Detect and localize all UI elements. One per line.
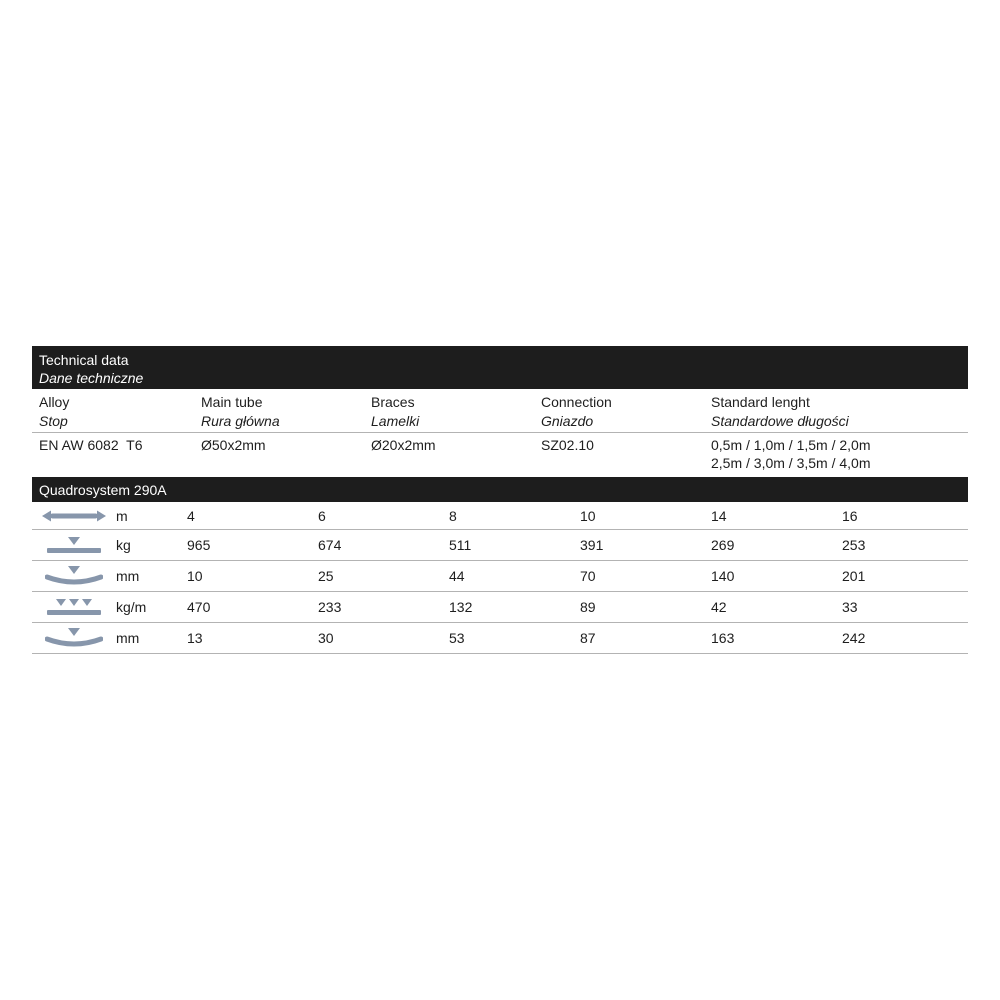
load-row-value: 16	[842, 507, 858, 524]
spec-value-lengths	[711, 436, 968, 477]
load-row-unit: mm	[116, 630, 140, 646]
lengths-line-2: 2,5m / 3,0m / 3,5m / 4,0m	[711, 455, 871, 471]
load-row-value: 511	[449, 537, 472, 553]
load-row-distributed-load	[32, 592, 968, 623]
load-row-span	[32, 502, 968, 530]
technical-data-header	[32, 346, 968, 389]
point-load-icon	[32, 530, 116, 560]
spec-header-pl: Gniazdo	[541, 413, 594, 429]
load-row-unit: m	[116, 507, 128, 524]
spec-header-braces	[371, 393, 541, 432]
distributed-load-deflection-icon	[32, 623, 116, 653]
spec-value-connection: SZ02.10	[541, 437, 594, 453]
load-row-value: 140	[711, 568, 735, 584]
load-row-distributed-deflection	[32, 623, 968, 654]
load-row-value: 253	[842, 537, 866, 553]
load-row-value: 89	[580, 599, 596, 615]
load-row-value: 965	[187, 537, 211, 553]
load-row-value: 269	[711, 537, 735, 553]
spec-header-standard-length	[711, 393, 968, 432]
spec-header-en: Braces	[371, 394, 415, 410]
load-row-value: 201	[842, 568, 866, 584]
load-row-value: 44	[449, 568, 465, 584]
load-row-value: 242	[842, 630, 866, 646]
load-row-value: 8	[449, 507, 457, 524]
load-row-value: 6	[318, 507, 326, 524]
load-row-value: 132	[449, 599, 473, 615]
load-row-value: 391	[580, 537, 604, 553]
load-row-value: 70	[580, 568, 596, 584]
load-row-value: 30	[318, 630, 334, 646]
system-title-bar: Quadrosystem 290A	[32, 477, 968, 502]
spec-header-pl: Rura główna	[201, 413, 280, 429]
load-row-value: 10	[580, 507, 596, 524]
load-row-value: 10	[187, 568, 203, 584]
spec-header-alloy	[32, 393, 201, 432]
spec-header-main-tube	[201, 393, 371, 432]
load-row-point-load	[32, 530, 968, 561]
load-row-value: 13	[187, 630, 203, 646]
load-row-value: 233	[318, 599, 342, 615]
lengths-line-1: 0,5m / 1,0m / 1,5m / 2,0m	[711, 437, 871, 453]
spec-header-row	[32, 389, 968, 433]
load-row-value: 53	[449, 630, 465, 646]
spec-header-connection	[541, 393, 711, 432]
spec-value-row	[32, 433, 968, 477]
load-row-value: 4	[187, 507, 195, 524]
load-row-value: 87	[580, 630, 596, 646]
spec-header-pl: Lamelki	[371, 413, 420, 429]
title-pl: Dane techniczne	[39, 370, 144, 386]
load-row-value: 42	[711, 599, 727, 615]
load-row-unit: mm	[116, 568, 140, 584]
spec-header-pl: Stop	[39, 413, 68, 429]
load-row-value: 33	[842, 599, 858, 615]
load-row-value: 25	[318, 568, 334, 584]
load-row-value: 163	[711, 630, 735, 646]
spec-value-alloy: EN AW 6082 T6	[39, 437, 143, 453]
load-row-unit: kg/m	[116, 599, 147, 615]
spec-header-en: Connection	[541, 394, 612, 410]
spec-value-braces: Ø20x2mm	[371, 437, 436, 453]
point-load-deflection-icon	[32, 561, 116, 591]
load-row-value: 14	[711, 507, 727, 524]
spec-header-pl: Standardowe długości	[711, 413, 849, 429]
load-row-point-deflection	[32, 561, 968, 592]
distributed-load-icon	[32, 592, 116, 622]
title-en: Technical data	[39, 352, 129, 368]
spec-value-main-tube: Ø50x2mm	[201, 437, 266, 453]
technical-data-table	[32, 346, 968, 654]
load-row-unit: kg	[116, 537, 131, 553]
spec-header-en: Standard lenght	[711, 394, 810, 410]
spec-header-en: Alloy	[39, 394, 70, 410]
spec-header-en: Main tube	[201, 394, 263, 410]
load-row-value: 674	[318, 537, 342, 553]
span-arrow-icon	[32, 502, 116, 529]
load-row-value: 470	[187, 599, 211, 615]
